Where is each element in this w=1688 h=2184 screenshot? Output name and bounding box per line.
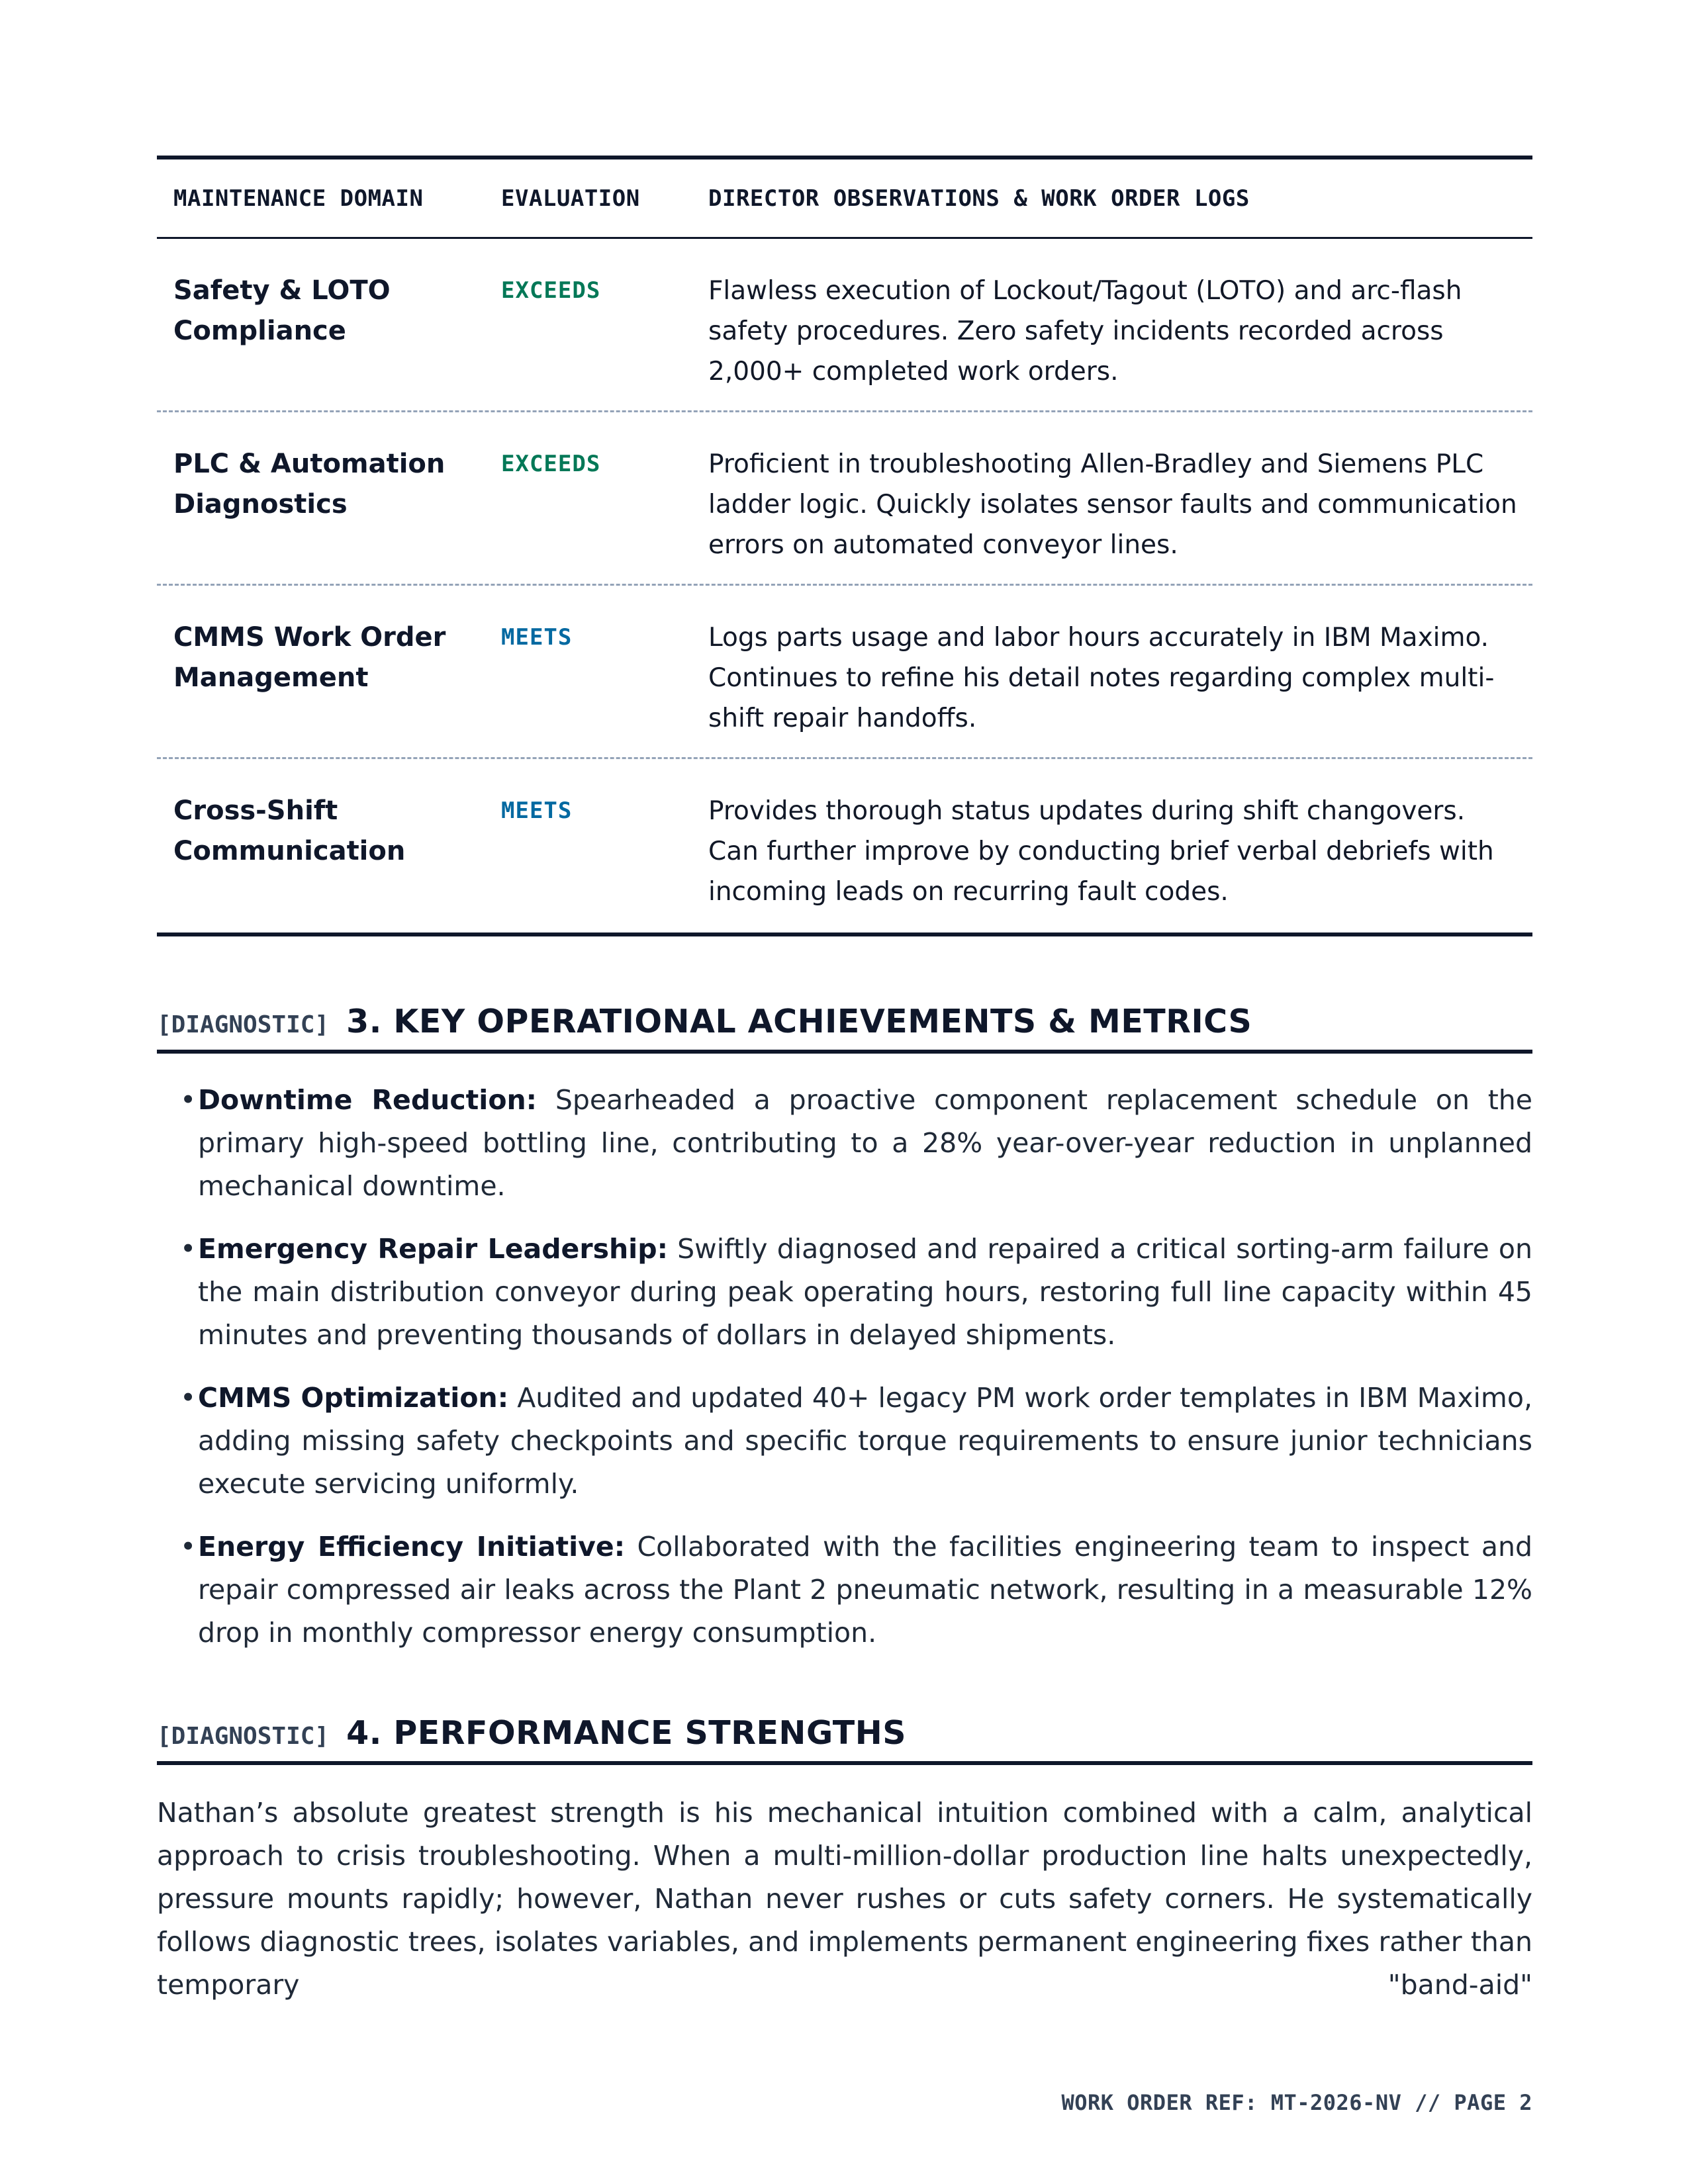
bullet-icon: •	[180, 1531, 197, 1563]
achievement-text: Collaborated with the facilities engineering team to inspect and repair compressed air leaks across the Plant 2 pneumatic network, resulting in a measurable 12% drop in monthly compressor energy consumption.	[198, 1531, 1532, 1649]
rating-badge: MEETS	[501, 624, 573, 651]
table-row	[157, 239, 1532, 412]
section-tag: [DIAGNOSTIC]	[157, 1011, 330, 1038]
row-domain: Cross-Shift Communication	[173, 796, 406, 866]
row-domain: Safety & LOTO Compliance	[173, 275, 391, 346]
achievement-text: Spearheaded a proactive component replacement schedule on the primary high-speed bottling line, contributing to a 28% year-over-year reduction in unplanned mechanical downtime.	[198, 1084, 1532, 1202]
section-heading	[157, 1003, 1532, 1054]
strengths-paragraph: Nathan’s absolute greatest strength is his mechanical intuition combined with a calm, analytical approach to crisis troubleshooting. When a multi-million-dollar production line halts unexpectedly, pressure mounts rapidly; however, Nathan never rushes or cuts safety corners. He systematically follows diagnostic trees, isolates variables, and implements permanent engineering fixes rather than temporary "band-aid"	[157, 1797, 1532, 2001]
bullet-icon: •	[180, 1382, 197, 1414]
section-title: 4. PERFORMANCE STRENGTHS	[346, 1714, 907, 1752]
table-header-row	[157, 159, 1532, 239]
achievement-label: Emergency Repair Leadership:	[198, 1233, 668, 1265]
row-notes: Proficient in troubleshooting Allen-Bradley and Siemens PLC ladder logic. Quickly isolates sensor faults and communication errors on automated conveyor lines.	[708, 449, 1517, 560]
list-item	[157, 1079, 1532, 1208]
page-footer-reference: WORK ORDER REF: MT-2026-NV // PAGE 2	[1061, 2090, 1532, 2115]
section-title: 3. KEY OPERATIONAL ACHIEVEMENTS & METRICS	[346, 1003, 1252, 1040]
table-row	[157, 759, 1532, 933]
row-domain: PLC & Automation Diagnostics	[173, 449, 445, 520]
achievement-label: Downtime Reduction:	[198, 1084, 538, 1116]
achievement-text: Audited and updated 40+ legacy PM work order templates in IBM Maximo, adding missing safety checkpoints and specific torque requirements to ensure junior technicians execute servicing uniformly.	[198, 1382, 1532, 1500]
list-item	[157, 1377, 1532, 1506]
bullet-icon: •	[180, 1233, 197, 1265]
section-heading	[157, 1714, 1532, 1765]
header-maintenance-domain: MAINTENANCE DOMAIN	[173, 185, 424, 212]
achievement-label: Energy Efficiency Initiative:	[198, 1531, 626, 1563]
list-item	[157, 1228, 1532, 1357]
evaluation-table	[157, 156, 1532, 936]
row-notes: Provides thorough status updates during shift changovers. Can further improve by conducting brief verbal debriefs with incoming leads on recurring fault codes.	[708, 796, 1494, 907]
achievement-label: CMMS Optimization:	[198, 1382, 509, 1414]
document-page	[157, 156, 1532, 2001]
table-row	[157, 412, 1532, 586]
header-observations: DIRECTOR OBSERVATIONS & WORK ORDER LOGS	[708, 185, 1250, 212]
section-tag: [DIAGNOSTIC]	[157, 1723, 330, 1750]
rating-badge: EXCEEDS	[501, 277, 601, 304]
achievement-text: Swiftly diagnosed and repaired a critical sorting-arm failure on the main distribution conveyor during peak operating hours, restoring full line capacity within 45 minutes and preventing thousands of dollars in delayed shipments.	[198, 1233, 1532, 1351]
rating-badge: EXCEEDS	[501, 451, 601, 477]
row-domain: CMMS Work Order Management	[173, 622, 446, 693]
list-item	[157, 1525, 1532, 1655]
rating-badge: MEETS	[501, 797, 573, 824]
table-row	[157, 586, 1532, 759]
row-notes: Logs parts usage and labor hours accurately in IBM Maximo. Continues to refine his detail notes regarding complex multi-shift repair handoffs.	[708, 623, 1495, 733]
achievements-list	[157, 1079, 1532, 1655]
row-notes: Flawless execution of Lockout/Tagout (LOTO) and arc-flash safety procedures. Zero safety incidents recorded across 2,000+ completed work orders.	[708, 276, 1462, 387]
header-evaluation: EVALUATION	[501, 185, 640, 212]
bullet-icon: •	[180, 1084, 197, 1116]
